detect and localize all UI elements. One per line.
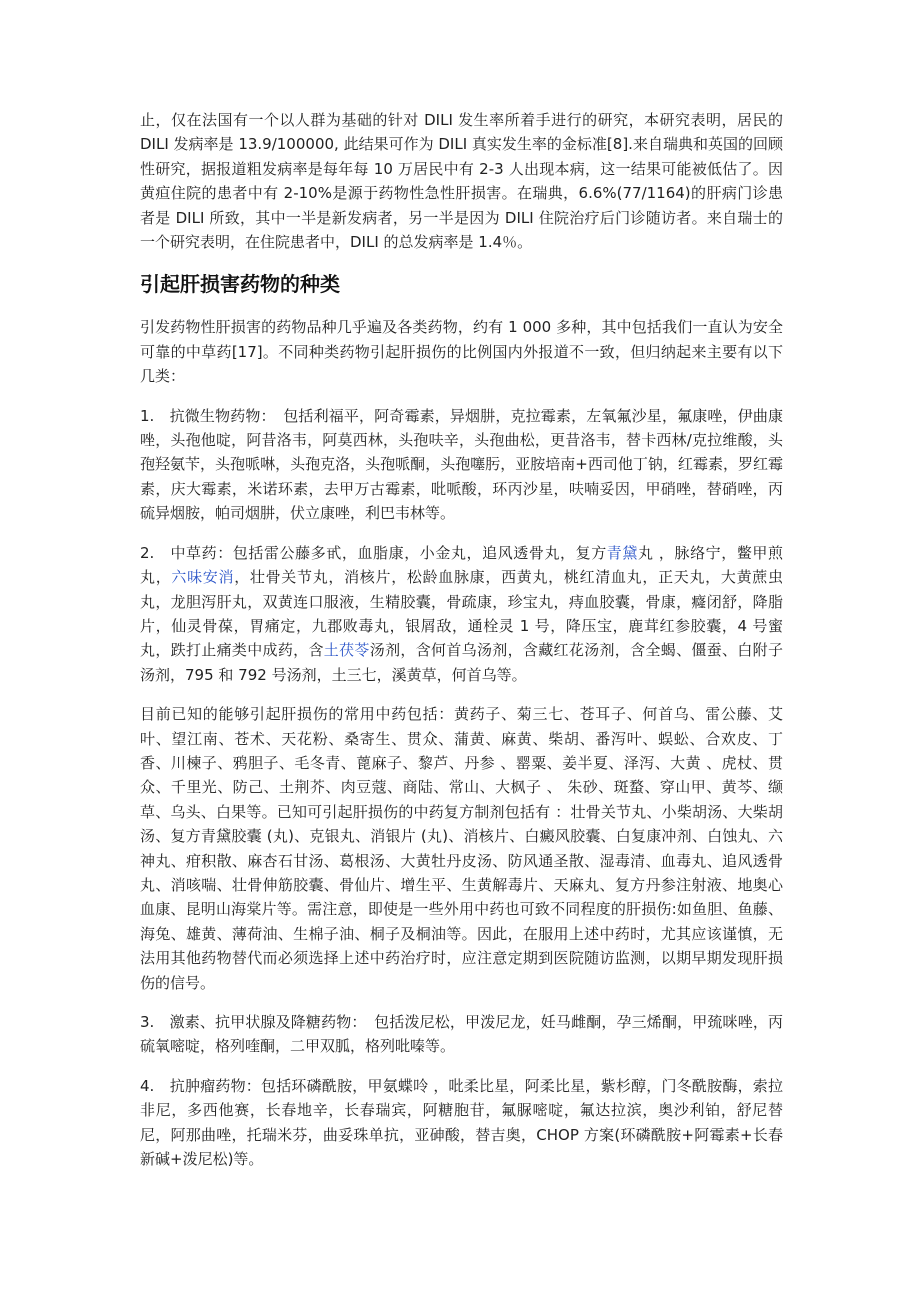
list-item-antimicrobial: 1. 抗微生物药物： 包括利福平，阿奇霉素，异烟肼，克拉霉素，左氧氟沙星，氟康唑，伊曲康唑，头孢他啶，阿昔洛韦，阿莫西林，头孢呋辛，头孢曲松，更昔洛韦，替卡西林/克拉维酸，头孢羟氨苄，头孢哌啉，头孢克洛，头孢哌酮，头孢噻肟，亚胺培南+西司他丁钠，红霉素，罗红霉素，庆大霉素，米诺环素，去甲万古霉素，吡哌酸，环丙沙星，呋喃妥因，甲硝唑，替硝唑，丙硫异烟胺，帕司烟肼，伏立康唑，利巴韦林等。 [140,406,783,523]
intro-paragraph: 止，仅在法国有一个以人群为基础的针对 DILI 发生率所着手进行的研究，本研究表明，居民的 DILI 发病率是 13.9/100000, 此结果可作为 DILI 真实发生率的金标准[8].来自瑞典和英国的回顾性研究，据报道粗发病率是每年每 10 万居民中有 2-3 人出现本病，这一结果可能被低估了。因黄疸住院的患者中有 2-10%是源于药物性急性肝损害。在瑞典，6.6%(77/1164)的肝病门诊患者是 DILI 所致，其中一半是新发病者，另一半是因为 DILI 住院治疗后门诊随访者。来自瑞士的一个研究表明，在住院患者中，DILI 的总发病率是 1.4％。 [140,111,783,252]
list-item-hormones: 3. 激素、抗甲状腺及降糖药物： 包括泼尼松，甲泼尼龙，妊马雌酮，孕三烯酮，甲巯咪唑，丙硫氧嘧啶，格列喹酮，二甲双胍，格列吡嗪等。 [140,1013,783,1056]
herbs-paragraph: 目前已知的能够引起肝损伤的常用中药包括：黄药子、菊三七、苍耳子、何首乌、雷公藤、艾叶、望江南、苍术、天花粉、桑寄生、贯众、蒲黄、麻黄、柴胡、番泻叶、蜈蚣、合欢皮、丁香、川楝子、鸦胆子、毛冬青、蓖麻子、黎芦、丹参 、罂粟、姜半夏、泽泻、大黄 、虎杖、贯众、千里光、防己、土荆芥、肉豆蔻、商陆、常山、大枫子 、 朱砂、斑蝥、穿山甲、黄芩、缬草、乌头、白果等。已知可引起肝损伤的中药复方制剂包括有 ：壮骨关节丸、小柴胡汤、大柴胡汤、复方青黛胶囊 (丸)、克银丸、消银片 (丸)、消核片、白癜风胶囊、白复康冲剂、白蚀丸、六神丸、疳积散、麻杏石甘汤、葛根汤、大黄牡丹皮汤、防风通圣散、湿毒清、血毒丸、追风透骨丸、消咳喘、壮骨伸筋胶囊、骨仙片、增生平、生黄解毒片、天麻丸、复方丹参注射液、地奥心血康、昆明山海棠片等。需注意，即使是一些外用中药也可致不同程度的肝损伤:如鱼胆、鱼藤、海兔、雄黄、薄荷油、生棉子油、桐子及桐油等。因此，在服用上述中药时，尤其应该谨慎，无法用其他药物替代而必须选择上述中药治疗时，应注意定期到医院随访监测，以期早期发现肝损伤的信号。 [140,705,783,992]
link-qingdai[interactable]: 青黛 [606,543,638,562]
herbal-text-a: 2. 中草药：包括雷公藤多甙，血脂康，小金丸，追风透骨丸，复方 [140,543,607,562]
list-item-antitumor: 4. 抗肿瘤药物：包括环磷酰胺，甲氨蝶呤 ，吡柔比星，阿柔比星，紫杉醇，门冬酰胺酶，索拉非尼，多西他赛，长春地辛，长春瑞宾，阿糖胞苷，氟脲嘧啶，氟达拉滨，奥沙利铂，舒尼替尼，阿那曲唑，托瑞米芬，曲妥珠单抗，亚砷酸，替吉奥，CHOP 方案(环磷酰胺+阿霉素+长春新碱+泼尼松)等。 [140,1076,783,1169]
link-tufuling[interactable]: 土茯苓 [323,641,370,660]
overview-paragraph: 引发药物性肝损害的药物品种几乎遍及各类药物，约有 1 000 多种，其中包括我们一直认为安全可靠的中草药[17]。不同种类药物引起肝损伤的比例国内外报道不一致，但归纳起来主要有以下几类： [140,318,783,386]
herbal-text-d: 汤剂，含何首乌汤剂，含藏红花汤剂，含全蝎、僵蚕、白附子汤剂，795 和 792 号汤剂，土三七，溪黄草，何首乌等。 [140,641,783,684]
herbal-text-c: ，壮骨关节丸，消核片，松龄血脉康，西黄丸，桃红清血丸，正天丸，大黄蔗虫丸，龙胆泻肝丸，双黄连口服液，生精胶囊，骨疏康，珍宝丸，痔血胶囊，骨康，癃闭舒，降脂片，仙灵骨葆，胃痛定，九郡败毒丸，银屑敌，通栓灵 1 号，降压宝，鹿茸红参胶囊，4 号蜜丸，跌打止痛类中成药，含 [140,568,783,660]
herbal-text-b: 丸 ，脉络宁，鳖甲煎丸， [140,543,783,587]
link-liuwei-anxiao[interactable]: 六味安消 [171,568,235,587]
section-heading: 引起肝损害药物的种类 [140,272,340,297]
list-item-herbal [140,541,783,687]
document-page [140,108,783,1186]
